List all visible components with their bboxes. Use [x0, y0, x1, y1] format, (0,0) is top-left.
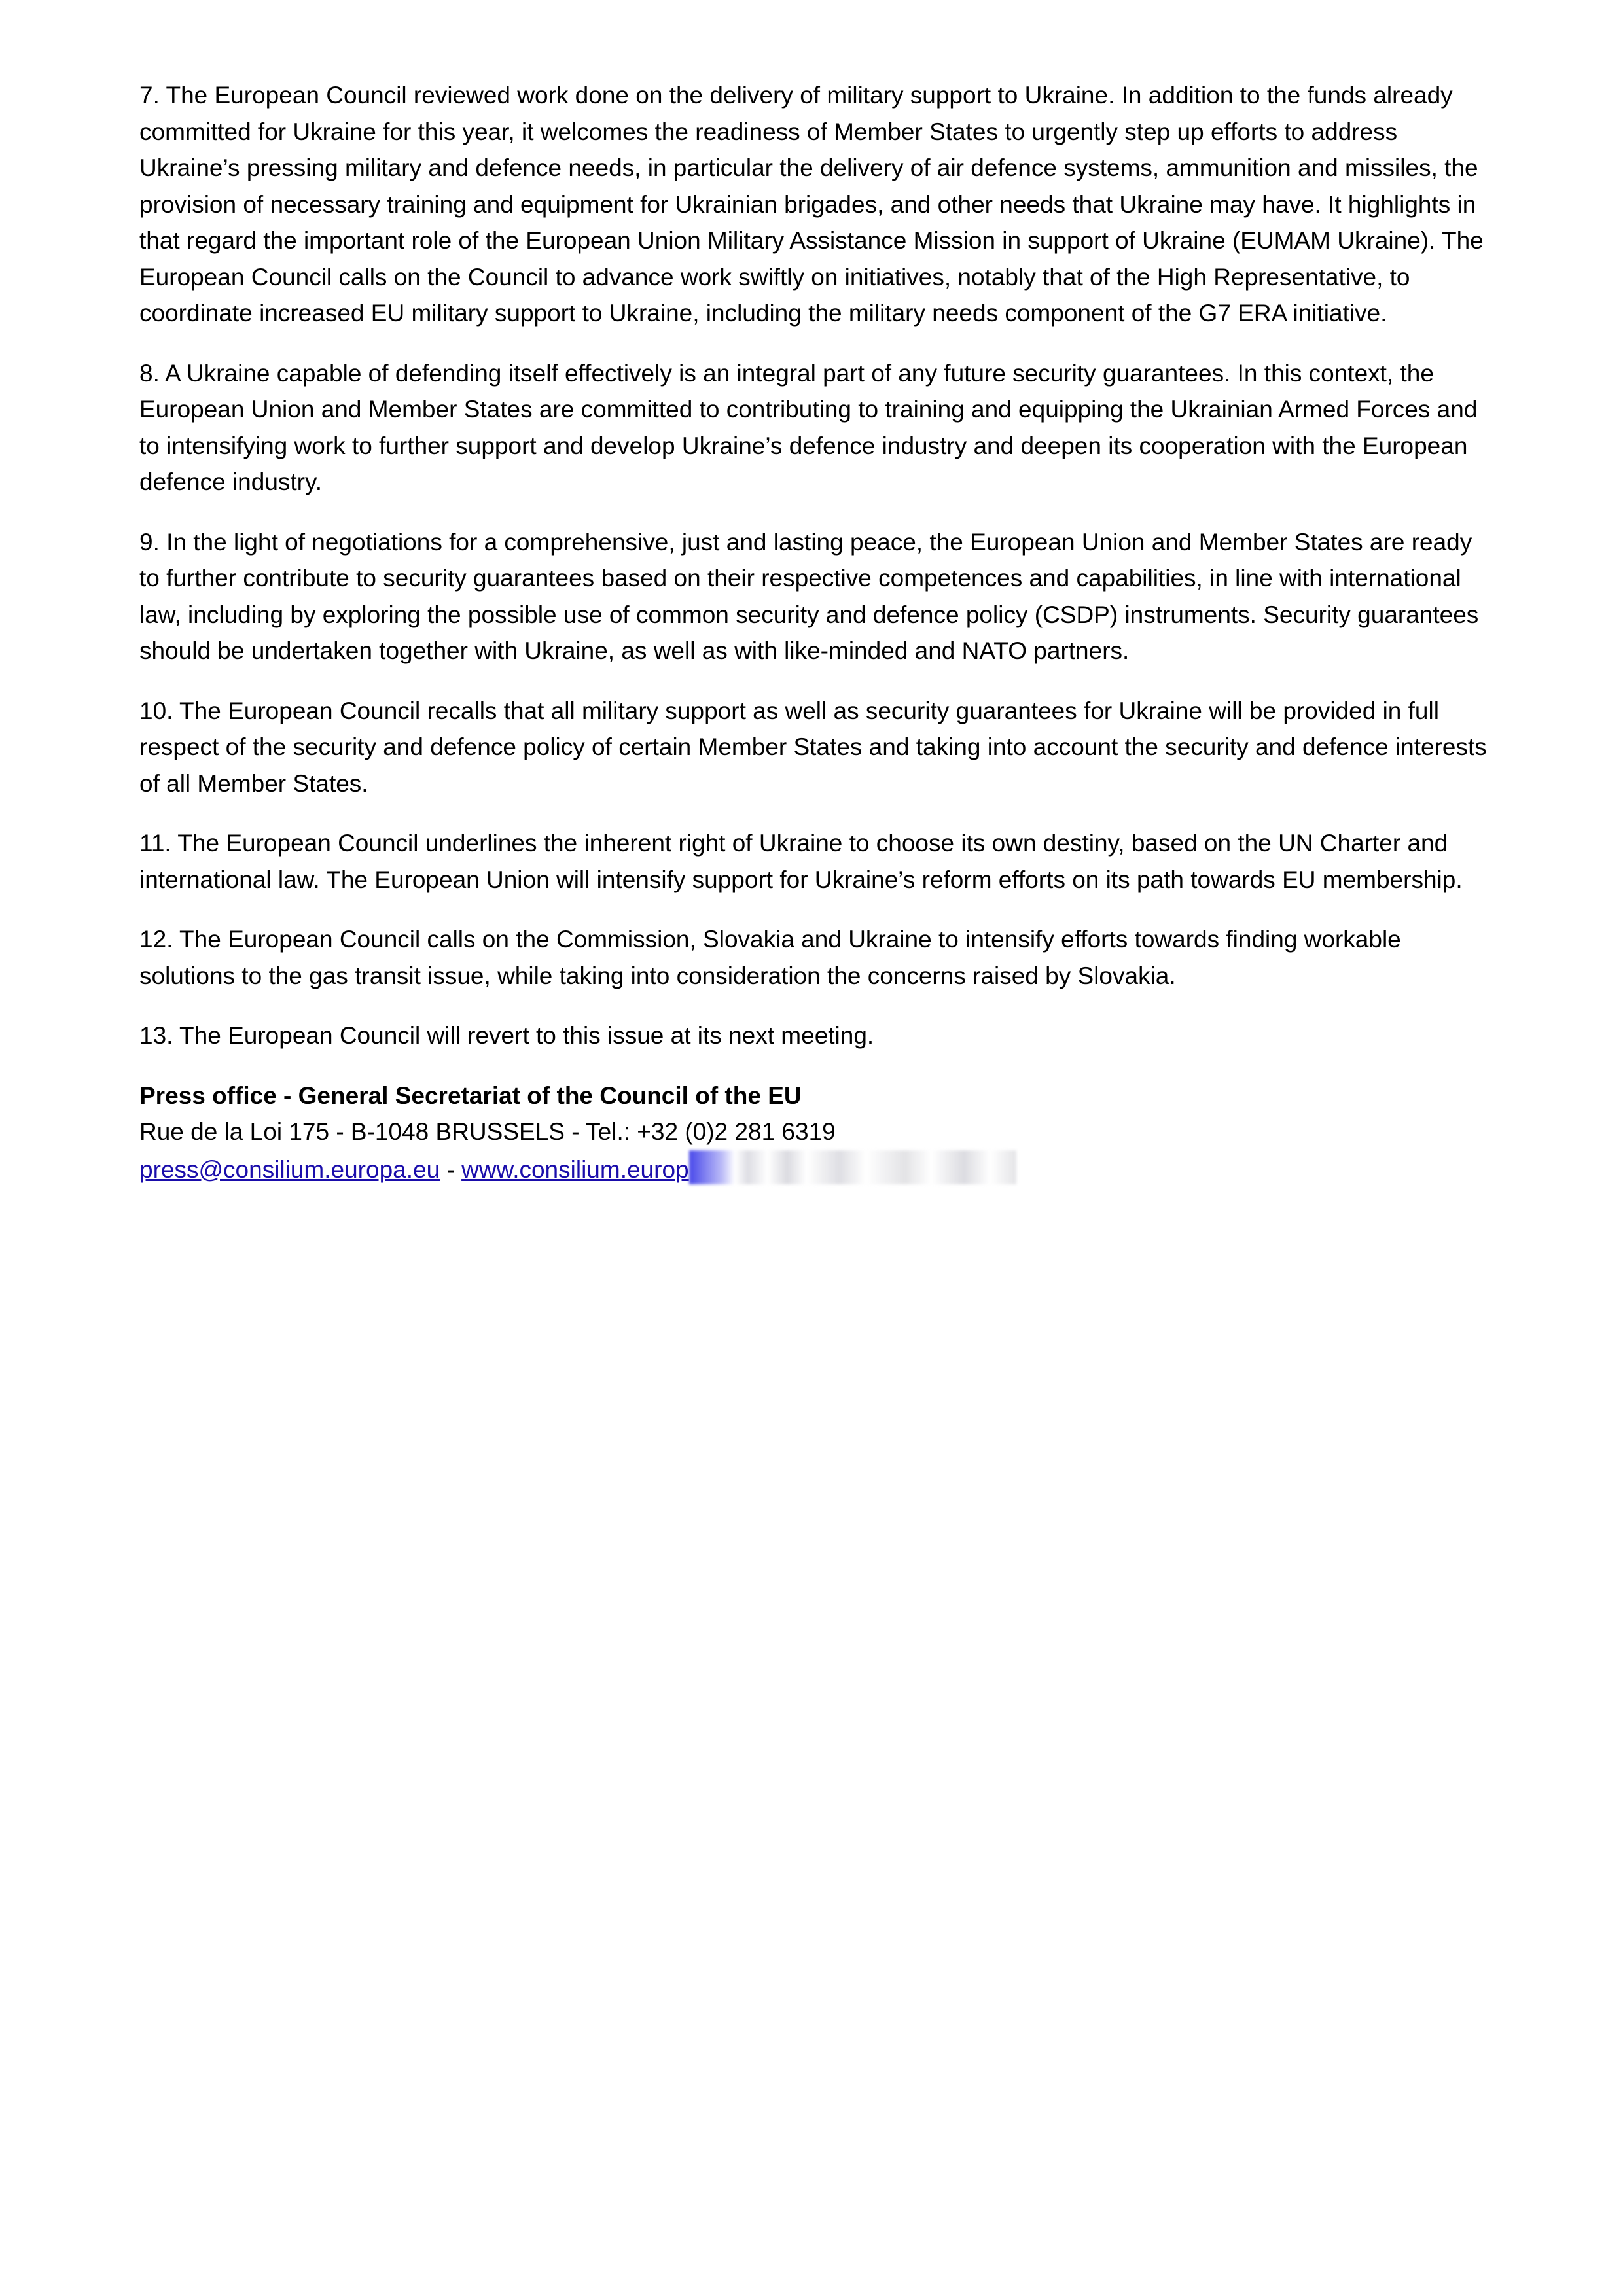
- paragraph-11: 11. The European Council underlines the inherent right of Ukraine to choose its own destiny, based on the UN Charter and international law. The European Union will intensify support for Ukraine’s reform efforts on its path towards EU membership.: [139, 830, 1463, 893]
- press-office-footer: [139, 1078, 1488, 1188]
- scan-artifact: [689, 1150, 1016, 1184]
- footer-address: Rue de la Loi 175 - B-1048 BRUSSELS - Tel.: +32 (0)2 281 6319: [139, 1118, 836, 1145]
- document-page: [139, 77, 1488, 1188]
- paragraph-13: 13. The European Council will revert to this issue at its next meeting.: [139, 1022, 874, 1049]
- press-email-link[interactable]: press@consilium.europa.eu: [139, 1156, 440, 1183]
- paragraph-9: 9. In the light of negotiations for a comprehensive, just and lasting peace, the European Union and Member States are ready to further contribute to security guarantees based on their respective competences and capabilities, in line with international law, including by exploring the possible use of common security and defence policy (CSDP) instruments. Security guarantees should be undertaken together with Ukraine, as well as with like-minded and NATO partners.: [139, 528, 1479, 664]
- website-link[interactable]: www.consilium.europ: [461, 1156, 689, 1183]
- footer-links: [139, 1150, 1488, 1188]
- paragraph-8: 8. A Ukraine capable of defending itself effectively is an integral part of any future security guarantees. In this context, the European Union and Member States are committed to contributing to training and equipping the Ukrainian Armed Forces and to intensifying work to further support and develop Ukraine’s defence industry and deepen its cooperation with the European defence industry.: [139, 359, 1478, 495]
- paragraph-10: 10. The European Council recalls that all military support as well as security guarantees for Ukraine will be provided in full respect of the security and defence policy of certain Member States and taking into account the security and defence interests of all Member States.: [139, 697, 1487, 797]
- paragraph-7: 7. The European Council reviewed work done on the delivery of military support to Ukraine. In addition to the funds already committed for Ukraine for this year, it welcomes the readiness of Member States to urgently step up efforts to address Ukraine’s pressing military and defence needs, in particular the delivery of air defence systems, ammunition and missiles, the provision of necessary training and equipment for Ukrainian brigades, and other needs that Ukraine may have. It highlights in that regard the important role of the European Union Military Assistance Mission in support of Ukraine (EUMAM Ukraine). The European Council calls on the Council to advance work swiftly on initiatives, notably that of the High Representative, to coordinate increased EU military support to Ukraine, including the military needs component of the G7 ERA initiative.: [139, 82, 1484, 327]
- paragraph-12: 12. The European Council calls on the Commission, Slovakia and Ukraine to intensify efforts towards finding workable solutions to the gas transit issue, while taking into consideration the concerns raised by Slovakia.: [139, 926, 1401, 989]
- footer-link-separator: -: [440, 1156, 462, 1183]
- footer-title: Press office - General Secretariat of the Council of the EU: [139, 1082, 802, 1109]
